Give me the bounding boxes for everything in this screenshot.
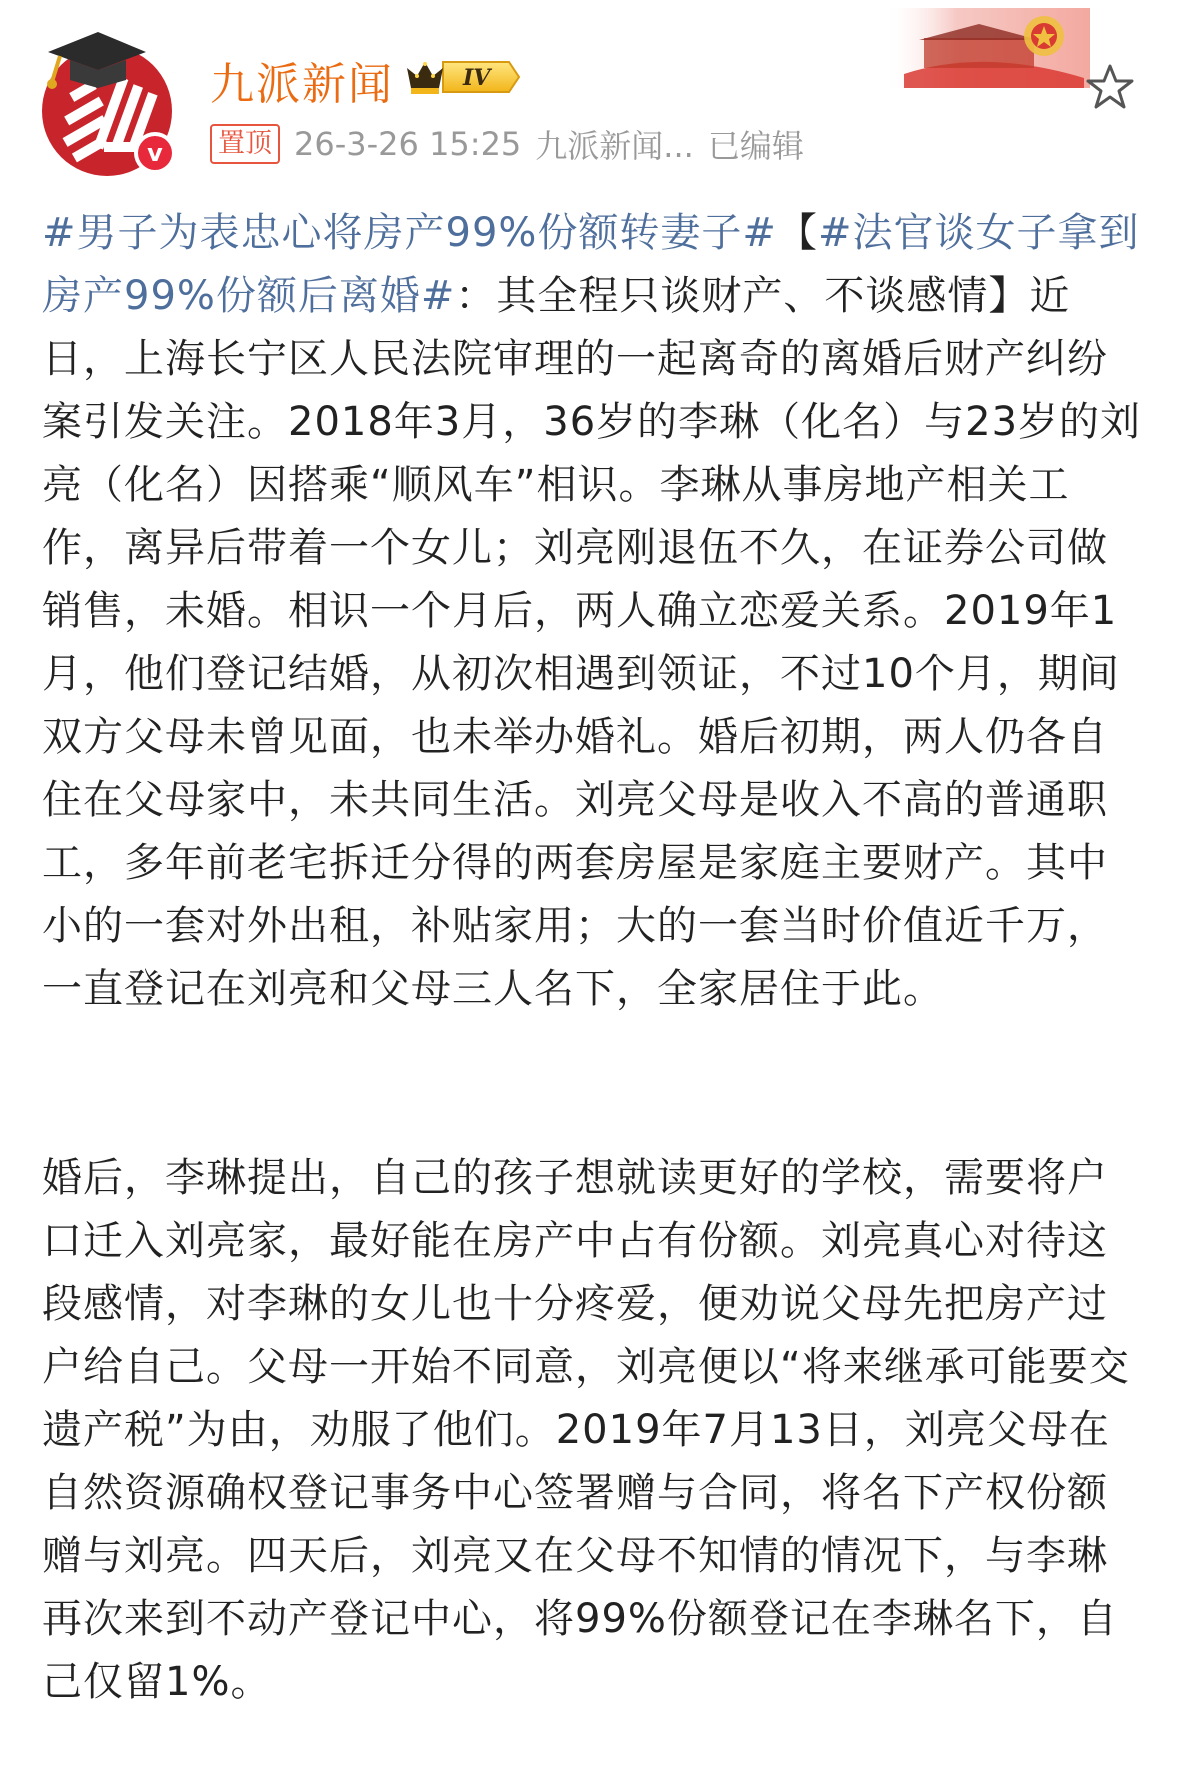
paragraph-1: 近日，上海长宁区人民法院审理的一起离奇的离婚后财产纠纷案引发关注。2018年3月，36岁的李琳（化名）与23岁的刘亮（化名）因搭乘“顺风车”相识。李琳从事房地产相关工作，离异后带着一个女儿；刘亮刚退伍不久，在证券公司做销售，未婚。相识一个月后，两人确立恋爱关系。2019年1月，他们登记结婚，从初次相遇到领证，不过10个月，期间双方父母未曾见面，也未举办婚礼。婚后初期，两人仍各自住在父母家中，未共同生活。刘亮父母是收入不高的普通职工，多年前老宅拆迁分得的两套房屋是家庭主要财产。其中小的一套对外出租，补贴家用；大的一套当时价值近千万，一直登记在刘亮和父母三人名下，全家居住于此。	[42, 273, 1142, 1012]
post-source[interactable]: 九派新闻...	[535, 127, 694, 165]
graduation-cap-icon	[38, 22, 148, 92]
topic-link-1[interactable]: #男子为表忠心将房产99%份额转妻子#	[42, 210, 777, 256]
verified-badge-icon: v	[134, 132, 176, 174]
festival-banner-decoration	[884, 8, 1090, 88]
headline-rest: ：其全程只谈财产、不谈感情】	[455, 273, 1030, 319]
edited-label[interactable]: 已编辑	[707, 127, 804, 165]
user-level-text: IV	[463, 65, 491, 91]
paragraph-spacer	[42, 1021, 1142, 1147]
favorite-star-icon[interactable]	[1084, 62, 1136, 114]
author-name[interactable]: 九派新闻	[210, 59, 394, 110]
bracket-open: 【	[776, 210, 818, 256]
post-headline-paragraph	[42, 202, 1142, 1021]
author-avatar[interactable]	[38, 22, 178, 182]
post-meta-row	[210, 122, 804, 166]
post-content	[42, 202, 1142, 1714]
user-level-badge-icon[interactable]	[403, 54, 521, 100]
pinned-tag: 置顶	[210, 124, 280, 164]
topic-link-2[interactable]: #法官谈女子拿到房产99%份额后离婚#	[42, 210, 1140, 319]
paragraph-2: 婚后，李琳提出，自己的孩子想就读更好的学校，需要将户口迁入刘亮家，最好能在房产中占有份额。刘亮真心对待这段感情，对李琳的女儿也十分疼爱，便劝说父母先把房产过户给自己。父母一开始不同意，刘亮便以“将来继承可能要交遗产税”为由，劝服了他们。2019年7月13日，刘亮父母在自然资源确权登记事务中心签署赠与合同，将名下产权份额赠与刘亮。四天后，刘亮又在父母不知情的情况下，与李琳再次来到不动产登记中心，将99%份额登记在李琳名下，自己仅留1%。	[42, 1155, 1130, 1705]
post-timestamp: 26-3-26 15:25	[294, 125, 522, 163]
